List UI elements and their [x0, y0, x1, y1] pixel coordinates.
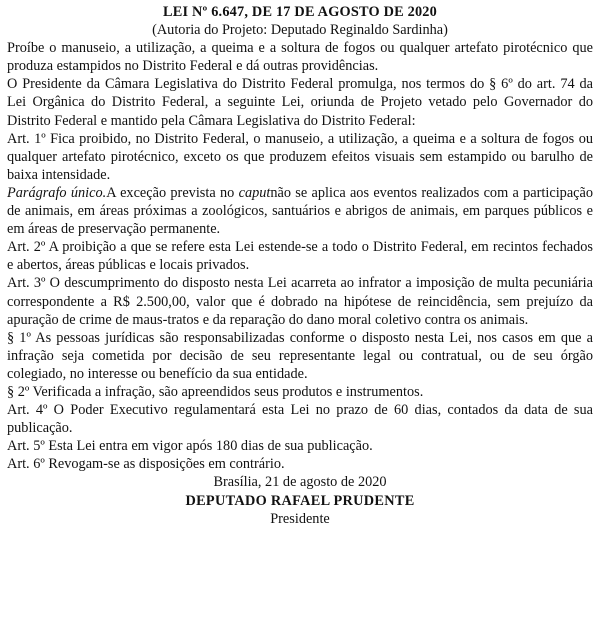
article-1: Art. 1º Fica proibido, no Distrito Federal, o manuseio, a utilização, a queima e a soltura de fogos ou qualquer artefato pirotécnico, exceto os que produzem efeitos visuais sem estampido ou barulho de baixa intensidade. [7, 130, 593, 183]
signatory-name: DEPUTADO RAFAEL PRUDENTE [185, 492, 415, 509]
law-preamble: O Presidente da Câmara Legislativa do Distrito Federal promulga, nos termos do § 6º do art. 74 da Lei Orgânica do Distrito Federal, a seguinte Lei, oriunda de Projeto vetado pelo Governador do Distrito Federal e mantido pela Câmara Legislativa do Distrito Federal: [7, 76, 593, 129]
article-6: Art. 6º Revogam-se as disposições em contrário. [7, 456, 285, 473]
article-4: Art. 4º O Poder Executivo regulamentará esta Lei no prazo de 60 dias, contados da data de sua publicação. [7, 402, 593, 437]
article-5: Art. 5º Esta Lei entra em vigor após 180 dias de sua publicação. [7, 438, 373, 455]
paragrafo-unico-text-a: A exceção prevista no [106, 184, 239, 201]
law-title: LEI Nº 6.647, DE 17 DE AGOSTO DE 2020 [162, 4, 437, 20]
article-3: Art. 3º O descumprimento do disposto nesta Lei acarreta ao infrator a imposição de multa pecuniária correspondente a R$ 2.500,00, valor que é dobrado na hipótese de reincidência, sem prejuízo da apuração de crime de maus-tratos e da reparação do dano moral coletivo contra os animais. [7, 275, 593, 328]
article-3-paragraph-1: § 1º As pessoas jurídicas são responsabilizadas conforme o disposto nesta Lei, nos casos em que a infração seja cometida por decisão de seu representante legal ou contratual, ou de seu órgão colegiado, no interesse ou benefício da sua entidade. [7, 329, 593, 382]
paragrafo-unico-text-b: não se aplica aos eventos realizados com a participação de animais, em áreas próximas a zoológicos, santuários e abrigos de animais, em parques públicos e em áreas de preservação permanente. [7, 184, 593, 238]
law-ementa: Proíbe o manuseio, a utilização, a queima e a soltura de fogos ou qualquer artefato pirotécnico que produza estampidos no Distrito Federal e dá outras providências. [7, 40, 593, 75]
caput-term: caput [238, 184, 271, 201]
article-3-paragraph-2: § 2º Verificada a infração, são apreendidos seus produtos e instrumentos. [7, 383, 424, 400]
signatory-role: Presidente [270, 510, 330, 527]
place-date: Brasília, 21 de agosto de 2020 [213, 474, 387, 491]
law-authorship: (Autoria do Projeto: Deputado Reginaldo Sardinha) [152, 22, 448, 39]
article-1-paragrafo-unico [7, 184, 593, 238]
article-2: Art. 2º A proibição a que se refere esta Lei estende-se a todo o Distrito Federal, em recintos fechados e abertos, áreas públicas e locais privados. [7, 239, 593, 274]
paragrafo-unico-label: Parágrafo único. [7, 184, 107, 201]
